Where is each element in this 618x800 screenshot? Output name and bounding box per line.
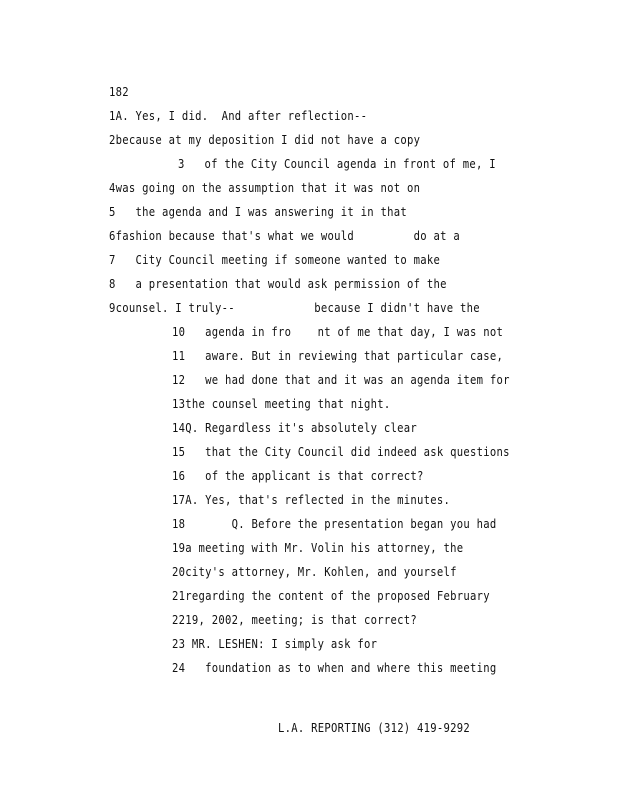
transcript-line: 4was going on the assumption that it was not on xyxy=(109,181,421,195)
reporter-footer: L.A. REPORTING (312) 419-9292 xyxy=(278,721,471,735)
transcript-line: 13the counsel meeting that night. xyxy=(172,397,391,411)
transcript-line: 3 of the City Council agenda in front of me, I xyxy=(178,157,496,171)
transcript-line: 14Q. Regardless it's absolutely clear xyxy=(172,421,418,435)
transcript-line: 20city's attorney, Mr. Kohlen, and yourself xyxy=(172,565,457,579)
transcript-line: 8 a presentation that would ask permission of the xyxy=(109,277,447,291)
transcript-line: 2because at my deposition I did not have a copy xyxy=(109,133,421,147)
transcript-line: 19a meeting with Mr. Volin his attorney, the xyxy=(172,541,464,555)
transcript-line: 10 agenda in fro nt of me that day, I was not xyxy=(172,325,504,339)
transcript-line: 1A. Yes, I did. And after reflection-- xyxy=(109,109,368,123)
transcript-line: 7 City Council meeting if someone wanted to make xyxy=(109,253,441,267)
transcript-line: 16 of the applicant is that correct? xyxy=(172,469,424,483)
transcript-line: 12 we had done that and it was an agenda item for xyxy=(172,373,510,387)
transcript-line: 24 foundation as to when and where this meeting xyxy=(172,661,497,675)
transcript-line: 17A. Yes, that's reflected in the minutes. xyxy=(172,493,451,507)
transcript-line: 11 aware. But in reviewing that particular case, xyxy=(172,349,504,363)
transcript-line: 5 the agenda and I was answering it in that xyxy=(109,205,407,219)
transcript-line: 15 that the City Council did indeed ask questions xyxy=(172,445,510,459)
transcript-line: 23 MR. LESHEN: I simply ask for xyxy=(172,637,378,651)
transcript-line: 6fashion because that's what we would do at a xyxy=(109,229,460,243)
transcript-line: 9counsel. I truly-- because I didn't have the xyxy=(109,301,480,315)
transcript-line: 2219, 2002, meeting; is that correct? xyxy=(172,613,418,627)
transcript-line: 18 Q. Before the presentation began you had xyxy=(172,517,497,531)
transcript-line: 21regarding the content of the proposed February xyxy=(172,589,490,603)
page-number: 182 xyxy=(109,85,129,99)
